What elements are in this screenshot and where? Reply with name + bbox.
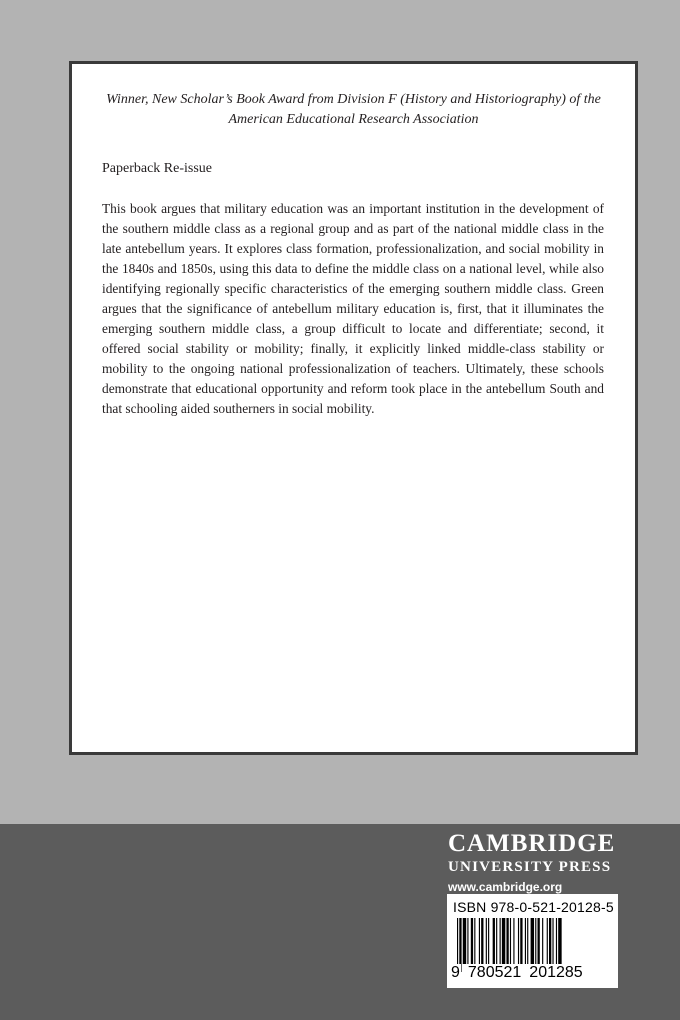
barcode-digits [450, 964, 615, 982]
barcode-bar [513, 918, 514, 964]
barcode-bar [549, 918, 551, 964]
barcode-bar [547, 918, 548, 964]
barcode-bar [496, 918, 497, 964]
book-description: This book argues that military education was an important institution in the development of the southern middle class as a regional group and as part of the national middle class in the late antebellum years. It explores class formation, professionalization, and social mobility in the 1840s and 1850s, using this data to define the middle class on a national level, while also identifying regionally specific characteristics of the emerging southern middle class. Green argues that the significance of antebellum military education is, first, that it illuminates the emerging southern middle class, a group difficult to locate and differentiate; second, it offered social stability or mobility; finally, it explicitly linked middle-class stability or mobility to the ongoing national professionalization of teachers. Ultimately, these schools demonstrate that educational opportunity and reform took place in the antebellum South and that schooling aided southerners in social mobility. [102, 201, 604, 416]
barcode-bar [479, 918, 480, 964]
isbn-label: ISBN 978-0-521-20128-5 [453, 899, 614, 915]
barcode-bar [531, 918, 534, 964]
barcode-digits-group2: 201285 [529, 964, 583, 981]
publisher-block [448, 830, 628, 894]
barcode-bar [481, 918, 483, 964]
barcode-bar [535, 918, 536, 964]
barcode-bar [520, 918, 522, 964]
barcode-bar [486, 918, 487, 964]
barcode-bar [538, 918, 540, 964]
barcode-bar [552, 918, 553, 964]
publisher-subtitle: UNIVERSITY PRESS [448, 859, 612, 875]
barcode-bar [474, 918, 475, 964]
barcode-bar [525, 918, 526, 964]
award-line: Winner, New Scholar’s Book Award from Division F (History and Historiography) of the American Educational Research Association [106, 92, 601, 127]
barcode-box [447, 894, 618, 988]
publisher-name: CAMBRIDGE [448, 830, 616, 857]
barcode-bar [463, 918, 466, 964]
barcode-bar [527, 918, 528, 964]
barcode-bar [471, 918, 473, 964]
publisher-website: www.cambridge.org [448, 880, 563, 894]
barcode-bar [493, 918, 495, 964]
barcode-bar [556, 918, 557, 964]
reissue-label: Paperback Re-issue [102, 161, 213, 176]
blurb-panel [69, 61, 638, 755]
publisher-footer [0, 824, 680, 1020]
barcode-bar [500, 918, 501, 964]
barcode-bar [488, 918, 489, 964]
barcode-bar [518, 918, 519, 964]
barcode-bar [542, 918, 543, 964]
barcode-digit-lead: 9 [451, 964, 460, 981]
barcode-bar [467, 918, 468, 964]
barcode-bar [558, 918, 561, 964]
barcode-digits-group1: 780521 [467, 964, 522, 981]
barcode-bar [502, 918, 505, 964]
